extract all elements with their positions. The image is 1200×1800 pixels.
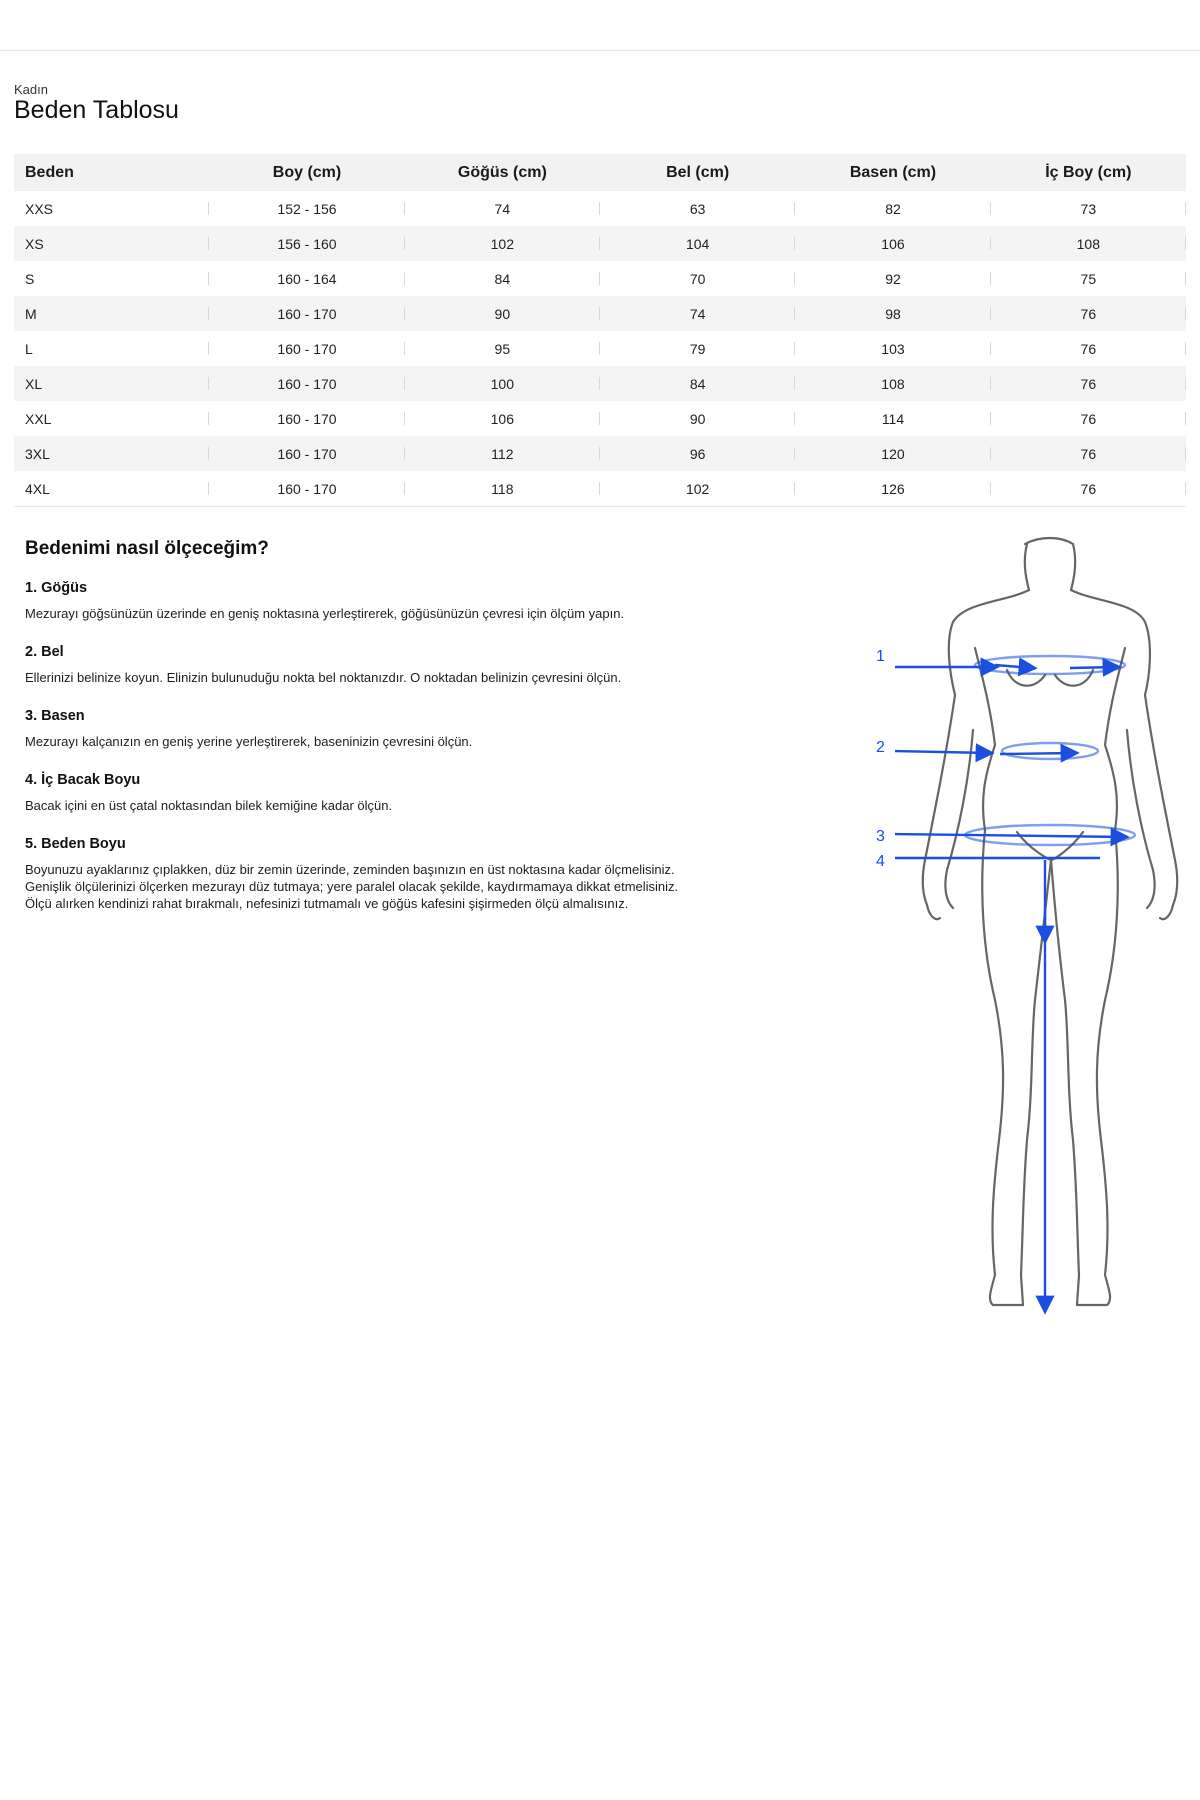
guide-step-height xyxy=(25,836,825,912)
guide-step-chest xyxy=(25,580,825,622)
table-cell: M xyxy=(14,296,209,331)
step-heading: 3. Basen xyxy=(25,708,85,724)
table-cell: 74 xyxy=(405,191,600,226)
table-cell: 98 xyxy=(795,296,990,331)
table-cell: 95 xyxy=(405,331,600,366)
table-cell: XS xyxy=(14,226,209,261)
column-header: Göğüs (cm) xyxy=(405,154,600,191)
step-text: Ellerinizi belinize koyun. Elinizin bulunuduğu nokta bel noktanızdır. O noktadan belinizin çevresini ölçün. xyxy=(25,670,622,685)
table-cell: 70 xyxy=(600,261,795,296)
table-cell: 156 - 160 xyxy=(209,226,404,261)
guide-step-hip xyxy=(25,708,825,750)
table-cell: 74 xyxy=(600,296,795,331)
table-cell: 102 xyxy=(600,471,795,507)
table-cell: 90 xyxy=(600,401,795,436)
top-divider xyxy=(0,50,1200,51)
table-cell: 106 xyxy=(405,401,600,436)
step-heading: 4. İç Bacak Boyu xyxy=(25,772,141,788)
table-row xyxy=(14,226,1186,261)
table-cell: 100 xyxy=(405,366,600,401)
table-cell: 76 xyxy=(991,401,1186,436)
table-cell: 90 xyxy=(405,296,600,331)
hip-marker-label: 3 xyxy=(876,828,885,845)
column-header: Bel (cm) xyxy=(600,154,795,191)
table-cell: 106 xyxy=(795,226,990,261)
table-cell: L xyxy=(14,331,209,366)
table-row xyxy=(14,436,1186,471)
table-cell: 126 xyxy=(795,471,990,507)
table-row xyxy=(14,401,1186,436)
table-cell: 112 xyxy=(405,436,600,471)
table-row xyxy=(14,191,1186,226)
table-cell: 76 xyxy=(991,296,1186,331)
column-header: Basen (cm) xyxy=(795,154,990,191)
step-text: Bacak içini en üst çatal noktasından bilek kemiğine kadar ölçün. xyxy=(25,798,393,813)
guide-title: Bedenimi nasıl ölçeceğim? xyxy=(25,538,269,559)
table-cell: 104 xyxy=(600,226,795,261)
table-cell: 79 xyxy=(600,331,795,366)
table-row xyxy=(14,331,1186,366)
table-cell: 160 - 170 xyxy=(209,401,404,436)
guide-step-waist xyxy=(25,644,825,686)
column-header: Beden xyxy=(14,154,209,191)
table-row xyxy=(14,366,1186,401)
table-cell: XL xyxy=(14,366,209,401)
table-cell: 92 xyxy=(795,261,990,296)
page-title: Beden Tablosu xyxy=(14,96,179,124)
column-header: İç Boy (cm) xyxy=(991,154,1186,191)
step-text: Genişlik ölçülerinizi ölçerken mezurayı düz tutmaya; yere paralel olacak şekilde, kaydırmamaya dikkat etmelisiniz. xyxy=(25,879,679,894)
step-heading: 1. Göğüs xyxy=(25,580,88,596)
step-text: Boyunuzu ayaklarınız çıplakken, düz bir zemin üzerinde, zeminden başınızın en üst noktasına kadar ölçmelisiniz. xyxy=(25,862,675,877)
waist-marker-label: 2 xyxy=(876,739,885,756)
table-header-row xyxy=(14,154,1186,191)
measurement-guide xyxy=(25,538,825,934)
step-heading: 2. Bel xyxy=(25,644,64,660)
table-cell: 76 xyxy=(991,331,1186,366)
table-cell: 3XL xyxy=(14,436,209,471)
table-cell: 84 xyxy=(600,366,795,401)
table-cell: 108 xyxy=(795,366,990,401)
table-cell: 108 xyxy=(991,226,1186,261)
table-cell: 4XL xyxy=(14,471,209,507)
table-cell: 160 - 170 xyxy=(209,436,404,471)
size-table xyxy=(14,154,1186,507)
table-cell: 152 - 156 xyxy=(209,191,404,226)
guide-step-inseam xyxy=(25,772,825,814)
table-cell: 84 xyxy=(405,261,600,296)
body-measurement-figure-icon xyxy=(895,530,1195,1350)
table-cell: 160 - 170 xyxy=(209,366,404,401)
table-cell: 76 xyxy=(991,366,1186,401)
table-cell: XXS xyxy=(14,191,209,226)
step-text: Mezurayı kalçanızın en geniş yerine yerleştirerek, baseninizin çevresini ölçün. xyxy=(25,734,473,749)
table-cell: 82 xyxy=(795,191,990,226)
table-cell: 75 xyxy=(991,261,1186,296)
table-cell: 160 - 170 xyxy=(209,331,404,366)
table-cell: 76 xyxy=(991,471,1186,507)
table-cell: 160 - 164 xyxy=(209,261,404,296)
table-cell: S xyxy=(14,261,209,296)
step-text: Mezurayı göğsünüzün üzerinde en geniş noktasına yerleştirerek, göğüsünüzün çevresi için ölçüm yapın. xyxy=(25,606,625,621)
table-cell: XXL xyxy=(14,401,209,436)
step-heading: 5. Beden Boyu xyxy=(25,836,126,852)
table-cell: 114 xyxy=(795,401,990,436)
table-cell: 118 xyxy=(405,471,600,507)
category-label: Kadın xyxy=(14,82,48,97)
table-row xyxy=(14,261,1186,296)
table-cell: 160 - 170 xyxy=(209,471,404,507)
step-text: Ölçü alırken kendinizi rahat bırakmalı, nefesinizi tutmamalı ve göğüs kafesini şişirmeden ölçü almalısınız. xyxy=(25,896,629,911)
table-row xyxy=(14,296,1186,331)
column-header: Boy (cm) xyxy=(209,154,404,191)
inseam-marker-label: 4 xyxy=(876,853,885,870)
table-cell: 63 xyxy=(600,191,795,226)
table-cell: 102 xyxy=(405,226,600,261)
table-cell: 160 - 170 xyxy=(209,296,404,331)
table-row xyxy=(14,471,1186,507)
table-cell: 103 xyxy=(795,331,990,366)
table-cell: 96 xyxy=(600,436,795,471)
table-cell: 120 xyxy=(795,436,990,471)
chest-marker-label: 1 xyxy=(876,648,885,665)
table-cell: 76 xyxy=(991,436,1186,471)
table-cell: 73 xyxy=(991,191,1186,226)
